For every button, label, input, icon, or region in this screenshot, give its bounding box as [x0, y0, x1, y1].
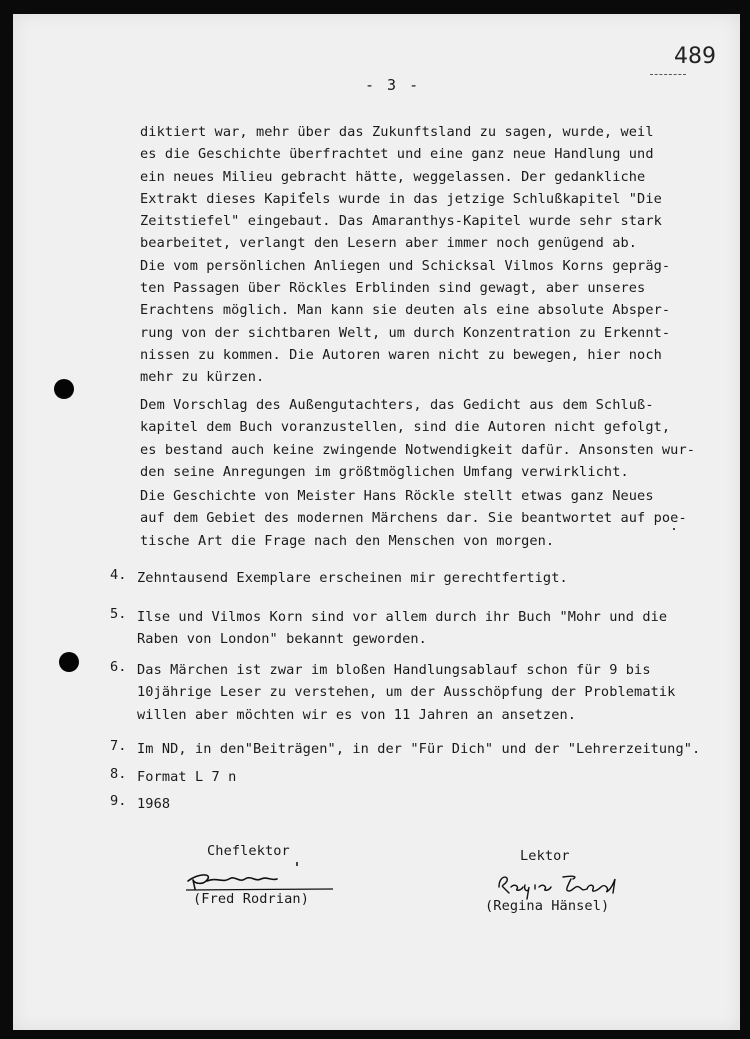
text-line: Raben von London" bekannt geworden.	[137, 631, 427, 648]
text-line: nissen zu kommen. Die Autoren waren nicht zu bewegen, hier noch	[140, 346, 662, 363]
text-line: Format L 7 n	[137, 769, 237, 785]
text-line: rung von der sichtbaren Welt, um durch Konzentration zu Erkennt-	[140, 324, 671, 341]
text-line: ein neues Milieu gebracht hätte, weggelassen. Der gedankliche	[140, 168, 646, 185]
text-line: willen aber möchten wir es von 11 Jahren an ansetzen.	[137, 706, 577, 723]
text-line: kapitel dem Buch voranzustellen, sind die Autoren nicht gefolgt,	[140, 419, 671, 436]
text-line: Das Märchen ist zwar im bloßen Handlungsablauf schon für 9 bis	[137, 662, 651, 678]
paragraph-1	[140, 121, 720, 389]
item-number: 5.	[110, 606, 127, 622]
archive-mark-dash	[650, 74, 686, 75]
item-number: 6.	[110, 659, 127, 675]
text-line: tische Art die Frage nach den Menschen von morgen.	[140, 532, 555, 549]
document-page	[13, 14, 740, 1030]
text-line: Extrakt dieses Kapitels wurde in das jetzige Schlußkapitel "Die	[140, 190, 662, 207]
text-line: diktiert war, mehr über das Zukunftsland zu sagen, wurde, weil	[140, 124, 654, 140]
signatory-name-right: (Regina Hänsel)	[485, 898, 610, 914]
handwritten-signature-right	[493, 867, 633, 901]
archive-number: 489	[674, 44, 716, 69]
text-line: ten Passagen über Röckles Erblinden sind gewagt, aber unseres	[140, 280, 646, 297]
paper-speck	[296, 862, 298, 866]
text-line: 1968	[137, 796, 171, 812]
item-number: 8.	[110, 766, 127, 782]
paragraph-2	[140, 394, 720, 483]
text-line: Die vom persönlichen Anliegen und Schicksal Vilmos Korns gepräg-	[140, 257, 671, 274]
item-number: 9.	[110, 793, 127, 809]
text-line: bearbeitet, verlangt den Lesern aber immer noch genügend ab.	[140, 235, 638, 252]
text-line: Zeitstiefel" eingebaut. Das Amaranthys-Kapitel wurde sehr stark	[140, 213, 662, 230]
punch-hole-top	[54, 379, 74, 399]
text-line: Zehntausend Exemplare erscheinen mir gerechtfertigt.	[137, 570, 568, 586]
text-line: es die Geschichte überfrachtet und eine ganz neue Handlung und	[140, 146, 654, 163]
text-line: auf dem Gebiet des modernen Märchens dar. Sie beantwortet auf poe-	[140, 510, 687, 527]
punch-hole-bottom	[59, 652, 79, 672]
page-number: - 3 -	[365, 76, 421, 94]
text-line: Erachtens möglich. Man kann sie deuten als eine absolute Absper-	[140, 302, 671, 319]
signatory-title-left: Cheflektor	[207, 843, 290, 859]
text-line: Ilse und Vilmos Korn sind vor allem durch ihr Buch "Mohr und die	[137, 609, 668, 625]
item-number: 7.	[110, 738, 127, 754]
signatory-title-right: Lektor	[520, 848, 570, 864]
text-line: Dem Vorschlag des Außengutachters, das Gedicht aus dem Schluß-	[140, 397, 654, 413]
paragraph-3	[140, 485, 720, 552]
text-line: Die Geschichte von Meister Hans Röckle stellt etwas ganz Neues	[140, 488, 654, 504]
text-line: den seine Anregungen im größtmöglichen Umfang verwirklicht.	[140, 463, 629, 480]
text-line: mehr zu kürzen.	[140, 369, 265, 386]
text-line: 10jährige Leser zu verstehen, um der Ausschöpfung der Problematik	[137, 684, 676, 701]
item-number: 4.	[110, 567, 127, 583]
signatory-name-left: (Fred Rodrian)	[193, 891, 309, 907]
text-line: es bestand auch keine zwingende Notwendigkeit dafür. Ansonsten wur-	[140, 441, 696, 458]
text-line: Im ND, in den"Beiträgen", in der "Für Dich" und der "Lehrerzeitung".	[137, 741, 701, 757]
